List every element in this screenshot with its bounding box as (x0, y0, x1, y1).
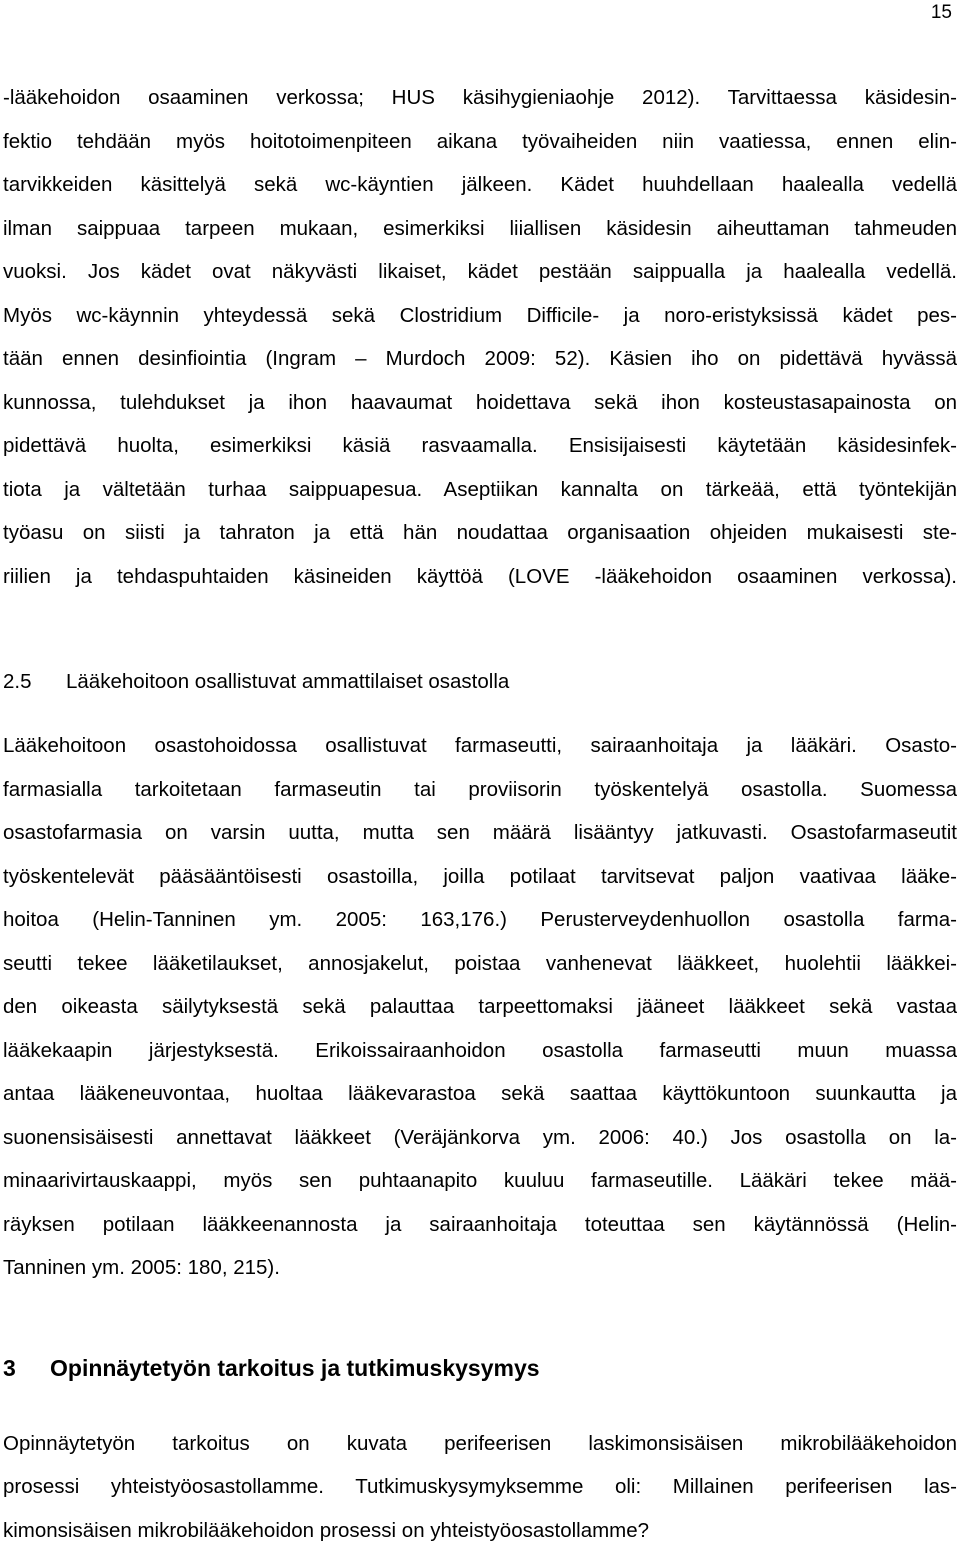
paragraph-line: den oikeasta säilytyksestä sekä palauttaa tarpeettomaksi jääneet lääkkeet sekä vastaa (3, 995, 957, 1018)
paragraph-line: suonensisäisesti annettavat lääkkeet (Veräjänkorva ym. 2006: 40.) Jos osastolla on la- (3, 1125, 957, 1149)
paragraph-line: vuoksi. Jos kädet ovat näkyvästi likaiset, kädet pestään saippualla ja haalealla vedellä. (3, 260, 957, 283)
paragraph-line: prosessi yhteistyöosastollamme. Tutkimuskysymyksemme oli: Millainen perifeerisen las- (3, 1475, 957, 1498)
paragraph-line: tiota ja vältetään turhaa saippuapesua. Aseptiikan kannalta on tärkeää, että työntekijän (3, 477, 957, 501)
section-title: Opinnäytetyön tarkoitus ja tutkimuskysymys (50, 1354, 540, 1381)
paragraph-line: seutti tekee lääketilaukset, annosjakelut, poistaa vanhenevat lääkkeet, huolehtii lääkkei- (3, 951, 957, 975)
section-heading-3 (3, 1354, 957, 1382)
paragraph-line: räyksen potilaan lääkkeenannosta ja sairaanhoitaja toteuttaa sen käytännössä (Helin- (3, 1212, 957, 1236)
paragraph-2 (3, 724, 957, 1290)
paragraph-line: riilien ja tehdaspuhtaiden käsineiden käyttöä (LOVE -lääkehoidon osaaminen verkossa). (3, 564, 957, 588)
paragraph-line: fektio tehdään myös hoitotoimenpiteen aikana työvaiheiden niin vaatiessa, ennen elin- (3, 129, 957, 153)
paragraph-line: -lääkehoidon osaaminen verkossa; HUS käsihygieniaohje 2012). Tarvittaessa käsidesin- (3, 86, 957, 109)
paragraph-line: Opinnäytetyön tarkoitus on kuvata perifeerisen laskimonsisäisen mikrobilääkehoidon (3, 1431, 957, 1455)
page-number: 15 (930, 2, 952, 23)
document-body (3, 76, 957, 1552)
paragraph-line: pidettävä huolta, esimerkiksi käsiä rasvaamalla. Ensisijaisesti käytetään käsidesinfek- (3, 434, 957, 457)
paragraph-line: farmasialla tarkoitetaan farmaseutin tai proviisorin työskentelyä osastolla. Suomessa (3, 777, 957, 801)
paragraph-line: Myös wc-käynnin yhteydessä sekä Clostridium Difficile- ja noro-eristyksissä kädet pes- (3, 303, 957, 327)
paragraph-line: antaa lääkeneuvontaa, huoltaa lääkevarastoa sekä saattaa käyttökuntoon suunkautta ja (3, 1082, 957, 1105)
paragraph-1 (3, 76, 957, 598)
paragraph-line: Tanninen ym. 2005: 180, 215). (3, 1256, 280, 1279)
paragraph-line: minaarivirtauskaappi, myös sen puhtaanapito kuuluu farmaseutille. Lääkäri tekee mää- (3, 1169, 957, 1192)
section-heading-2-5 (3, 670, 957, 694)
paragraph-3 (3, 1422, 957, 1553)
paragraph-line: hoitoa (Helin-Tanninen ym. 2005: 163,176.) Perusterveydenhuollon osastolla farma- (3, 908, 957, 931)
paragraph-line: työskentelevät pääsääntöisesti osastoilla, joilla potilaat tarvitsevat paljon vaativaa lääke- (3, 864, 957, 888)
section-title: Lääkehoitoon osallistuvat ammattilaiset osastolla (66, 670, 510, 693)
paragraph-line: Lääkehoitoon osastohoidossa osallistuvat farmaseutti, sairaanhoitaja ja lääkäri. Osasto- (3, 734, 957, 757)
paragraph-line: työasu on siisti ja tahraton ja että hän noudattaa organisaation ohjeiden mukaisesti ste- (3, 521, 957, 544)
paragraph-line: lääkekaapin järjestyksestä. Erikoissairaanhoidon osastolla farmaseutti muun muassa (3, 1038, 957, 1062)
section-number: 3 (3, 1354, 16, 1381)
paragraph-line: ilman saippuaa tarpeen mukaan, esimerkiksi liiallisen käsidesin aiheuttaman tahmeuden (3, 216, 957, 240)
paragraph-line: osastofarmasia on varsin uutta, mutta sen määrä lisääntyy jatkuvasti. Osastofarmaseutit (3, 821, 957, 844)
paragraph-line: kimonsisäisen mikrobilääkehoidon prosessi on yhteistyöosastollamme? (3, 1518, 650, 1542)
paragraph-line: tarvikkeiden käsittelyä sekä wc-käyntien jälkeen. Kädet huuhdellaan haalealla vedellä (3, 173, 957, 196)
section-number: 2.5 (3, 670, 32, 693)
paragraph-line: kunnossa, tulehdukset ja ihon haavaumat hoidettava sekä ihon kosteustasapainosta on (3, 390, 957, 414)
paragraph-line: tään ennen desinfiointia (Ingram – Murdoch 2009: 52). Käsien iho on pidettävä hyvässä (3, 347, 957, 370)
